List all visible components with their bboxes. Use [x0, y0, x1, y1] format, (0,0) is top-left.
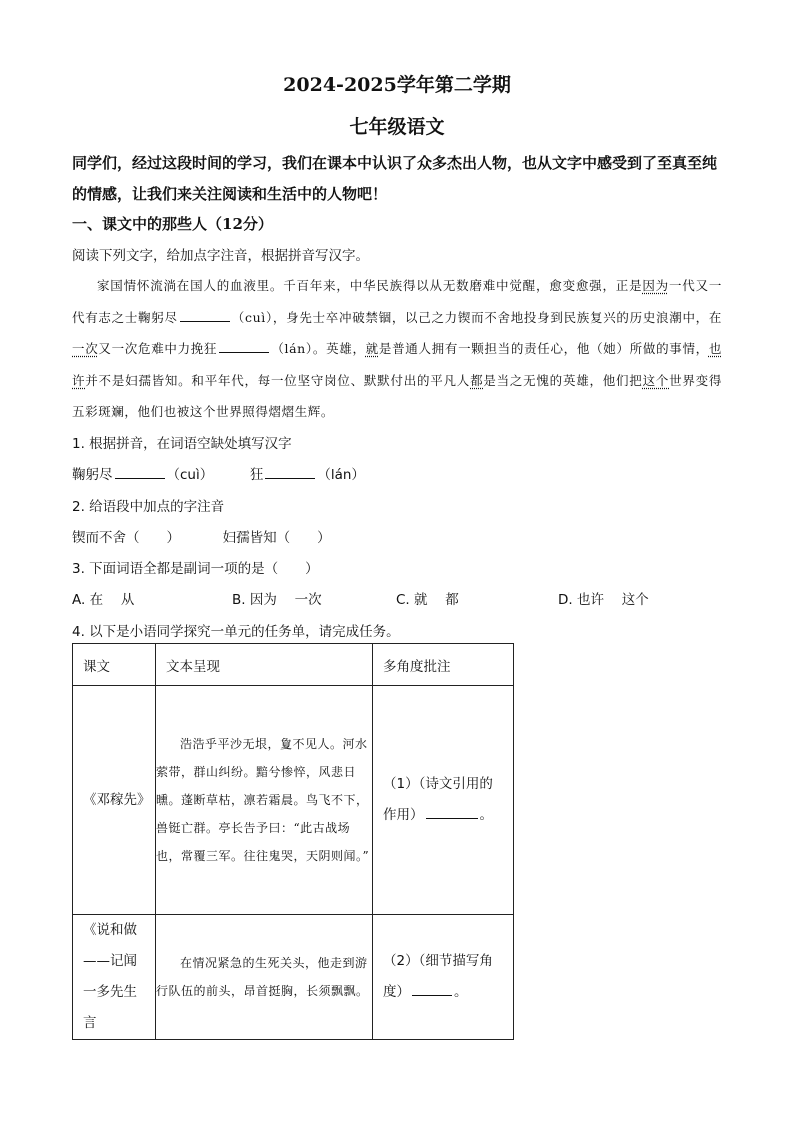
q1-word1: 鞠躬尽 — [72, 467, 113, 483]
text-excerpt-cell: 浩浩乎平沙无垠，夐不见人。河水萦带，群山纠纷。黯兮惨悴，风悲日曛。蓬断草枯，凛若霜晨。鸟飞不下，兽铤亡群。亭长告予曰：“此古战场也，常覆三军。往往鬼哭，天阴则闻。” — [156, 686, 373, 915]
answer-blank[interactable] — [412, 983, 452, 996]
answer-blank[interactable] — [115, 466, 165, 479]
table-header-row — [73, 644, 514, 686]
intro-paragraph: 同学们，经过这段时间的学习，我们在课本中认识了众多杰出人物，也从文字中感受到了至真至纯的情感，让我们来关注阅读和生活中的人物吧！ — [72, 154, 718, 203]
option-b[interactable]: B. 因为 一次 — [232, 592, 322, 608]
question-4-prompt: 4. 以下是小语同学探究一单元的任务单，请完成任务。 — [72, 624, 400, 640]
exam-subject: 七年级语文 — [349, 116, 445, 138]
annotation-cell: （1）（诗文引用的作用） 。 — [373, 686, 514, 915]
dotted-word: 这个 — [642, 372, 670, 388]
q2-item2[interactable]: 妇孺皆知（ ） — [222, 530, 331, 546]
dotted-word: 也许 — [72, 341, 722, 388]
header-cell: 课文 — [73, 644, 156, 686]
dotted-word: 都 — [470, 372, 484, 388]
annotation-cell: （2）（细节描写角度） 。 — [373, 915, 514, 1040]
table-row — [73, 915, 514, 1040]
option-c[interactable]: C. 就 都 — [396, 592, 459, 608]
q2-item1[interactable]: 锲而不舍（ ） — [72, 530, 180, 546]
question-2-items — [72, 526, 331, 546]
reading-passage: 家国情怀流淌在国人的血液里。千百年来，中华民族得以从无数磨难中觉醒，愈变愈强，正是因为一代又一代有志之士鞠躬尽 （cuì），身先士卒冲破禁锢，以己之力锲而不舍地投身到民族复兴的历史浪潮中，在一次又一次危难中力挽狂 （lán）。英雄，就是普通人拥有一颗担当的责任心，他（她）所做的事情，也许并不是妇孺皆知。和平年代，每一位坚守岗位、默默付出的平凡人都是当之无愧的英雄，他们把这个世界变得五彩斑斓，他们也被这个世界照得熠熠生辉。 — [72, 278, 723, 419]
dotted-word: 就 — [365, 341, 379, 356]
answer-blank[interactable] — [180, 309, 230, 322]
header-cell: 文本呈现 — [156, 644, 373, 686]
option-d[interactable]: D. 也许 这个 — [558, 592, 649, 608]
answer-blank[interactable] — [426, 806, 478, 819]
table-row — [73, 686, 514, 915]
dotted-word: 一次 — [72, 341, 99, 356]
lesson-title-cell: 《说和做——记闻一多先生言 — [73, 915, 156, 1040]
header-cell: 多角度批注 — [373, 644, 514, 686]
question-1-prompt: 1. 根据拼音，在词语空缺处填写汉字 — [72, 436, 292, 452]
dotted-word: 因为 — [642, 278, 669, 293]
option-a[interactable]: A. 在 从 — [72, 592, 135, 608]
text-excerpt-cell: 在情况紧急的生死关头，他走到游行队伍的前头，昂首挺胸，长须飘飘。 — [156, 915, 373, 1040]
question-1-answer-line: 鞠躬尽 （cuì） 狂 （lán） — [72, 467, 365, 483]
answer-blank[interactable] — [219, 340, 269, 353]
question-2-prompt: 2. 给语段中加点的字注音 — [72, 499, 225, 515]
exam-title: 2024-2025学年第二学期 — [283, 74, 511, 96]
task-table — [72, 643, 514, 1040]
section-instruction: 阅读下列文字，给加点字注音，根据拼音写汉字。 — [72, 248, 369, 264]
lesson-title-cell: 《邓稼先》 — [73, 686, 156, 915]
answer-blank[interactable] — [265, 466, 315, 479]
question-3-prompt: 3. 下面词语全都是副词一项的是（ ） — [72, 561, 319, 577]
section-heading: 一、课文中的那些人（12分） — [72, 215, 273, 233]
q1-word2: 狂 — [249, 467, 264, 483]
